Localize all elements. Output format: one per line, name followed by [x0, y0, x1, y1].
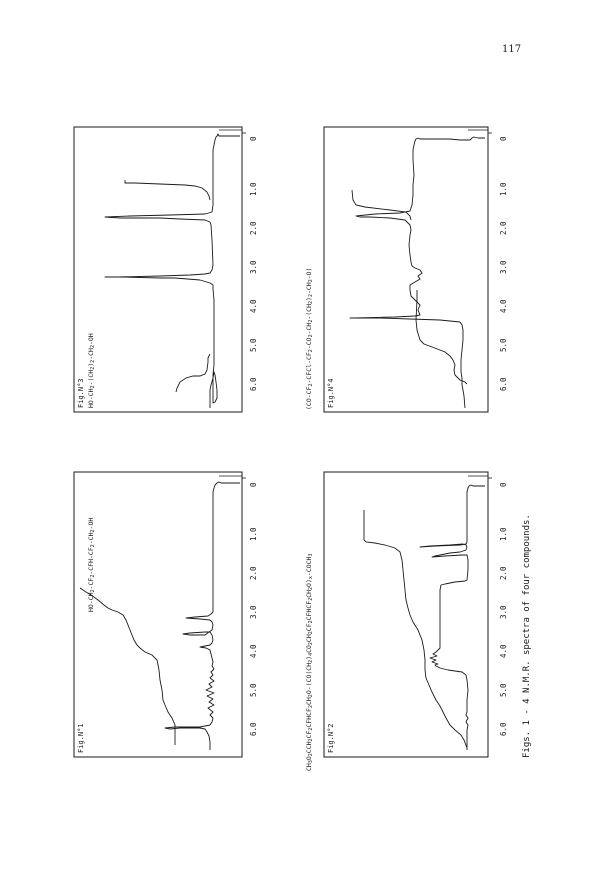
fig2-spectrum — [324, 472, 488, 757]
formula-segment: CH — [305, 589, 313, 598]
fig3-integral-trace — [176, 354, 210, 392]
fig4-axis-tick: 1.0 — [499, 182, 508, 196]
formula-subscript: 2 — [308, 620, 314, 624]
formula-subscript: 2 — [308, 659, 314, 663]
formula-segment: CH — [305, 697, 313, 706]
formula-subscript: 2 — [90, 385, 96, 389]
formula-segment: -CH — [87, 348, 95, 360]
fig4-formula — [306, 268, 313, 410]
fig1-axis-tick: 3.0 — [249, 605, 258, 619]
fig1-spectrum — [74, 472, 242, 757]
fig4-label: Fig.N°4 — [327, 378, 335, 408]
formula-segment: CFHCF — [305, 600, 313, 621]
formula-segment: CO — [305, 645, 313, 653]
fig3-axis-tick: 0 — [249, 136, 258, 141]
formula-subscript: 2 — [308, 300, 314, 304]
formula-segment: CFHCF — [305, 708, 313, 728]
fig1-axis-tick: 6.0 — [249, 722, 258, 736]
fig2-spectrum-trace — [420, 485, 485, 750]
page-number: 117 — [502, 44, 522, 55]
fig3-axis-tick: 2.0 — [249, 221, 258, 235]
fig1-axis-tick: 2.0 — [249, 566, 258, 580]
fig3-axis-tick: 5.0 — [249, 338, 258, 352]
formula-subscript: 2 — [308, 642, 314, 646]
formula-subscript: 2 — [308, 334, 314, 338]
formula-segment: HO-CH — [87, 592, 95, 612]
fig3-integral-trace-2 — [125, 180, 210, 200]
fig3-label: Fig.N°3 — [77, 378, 85, 408]
fig2-axis-tick: 5.0 — [499, 683, 508, 697]
fig3-axis-tick: 4.0 — [249, 299, 258, 313]
formula-segment: CH — [305, 634, 313, 643]
fig3-frame — [74, 127, 242, 412]
formula-subscript: 2 — [90, 345, 96, 349]
fig1-spectrum-trace — [165, 482, 240, 750]
formula-subscript: 2 — [90, 544, 96, 548]
formula-subscript: 2 — [308, 279, 314, 283]
fig3-axis-tick: 6.0 — [249, 377, 258, 391]
fig4-integral-trace — [416, 290, 467, 384]
formula-segment: O-(CO(CH — [305, 662, 313, 695]
formula-segment: ) — [305, 297, 313, 301]
fig1-frame — [74, 472, 242, 757]
formula-segment: O — [305, 756, 313, 761]
formula-subscript: 2 — [308, 294, 314, 298]
formula-subscript: 2 — [308, 349, 314, 353]
formula-segment: -CO — [305, 337, 313, 350]
fig3-axis-tick: 1.0 — [249, 182, 258, 196]
formula-segment: -OH — [87, 517, 95, 530]
formula-subscript: 2 — [90, 574, 96, 578]
formula-segment: -CFCl-CF — [305, 352, 313, 384]
fig4-axis-tick: 2.0 — [499, 221, 508, 235]
formula-segment: -CF — [87, 577, 95, 590]
formula-segment: ) — [305, 655, 313, 660]
formula-segment: -CH — [87, 532, 95, 545]
fig1-axis-tick: 4.0 — [249, 644, 258, 658]
fig2-axis-tick: 3.0 — [499, 605, 508, 619]
formula-subscript: 2 — [90, 529, 96, 533]
formula-subscript: 2 — [308, 319, 314, 323]
fig2-axis-tick: 1.0 — [499, 527, 508, 541]
fig4-spectrum — [324, 127, 488, 412]
formula-segment: -COCH — [305, 556, 313, 577]
formula-segment: -CFH-CF — [87, 547, 95, 575]
fig3-formula — [88, 333, 95, 408]
fig3-axis-tick: 3.0 — [249, 260, 258, 274]
formula-subscript: 2 — [90, 589, 96, 593]
formula-subscript: 2 — [308, 694, 314, 698]
fig4-frame — [324, 127, 488, 412]
formula-subscript: 2 — [90, 366, 96, 370]
formula-segment: CF — [305, 623, 313, 632]
fig1-label: Fig.N°1 — [77, 723, 85, 753]
formula-subscript: 2 — [308, 631, 314, 635]
formula-subscript: 2 — [308, 738, 314, 742]
fig2-axis-tick: 6.0 — [499, 722, 508, 736]
fig1-axis-tick: 5.0 — [249, 683, 258, 697]
formula-subscript: 2 — [90, 359, 96, 363]
formula-segment: -O) — [305, 267, 313, 280]
formula-segment: ) — [87, 362, 95, 367]
formula-segment: -OH — [87, 333, 95, 346]
formula-subscript: 2 — [308, 383, 314, 387]
formula-subscript: 3 — [308, 760, 314, 764]
fig1-axis-tick: 1.0 — [249, 527, 258, 541]
fig1-formula — [88, 518, 95, 612]
axis-ticks — [242, 133, 492, 478]
formula-segment: CH — [305, 763, 313, 771]
formula-subscript: 2 — [308, 727, 314, 731]
fig4-axis-tick: 3.0 — [499, 260, 508, 274]
fig4-axis-tick: 0 — [499, 136, 508, 141]
fig4-spectrum-trace — [350, 137, 485, 408]
figure-caption: Figs. 1 - 4 N.M.R. spectra of four compounds. — [522, 514, 532, 758]
fig3-spectrum-trace — [105, 134, 240, 408]
formula-segment: CCH — [305, 741, 313, 754]
formula-subscript: 2 — [308, 586, 314, 590]
formula-segment: -CH — [305, 282, 313, 295]
formula-segment: -CH — [305, 322, 313, 335]
fig1-axis-tick: 0 — [249, 482, 258, 487]
fig3-spectrum — [74, 127, 242, 412]
formula-segment: -(CH — [305, 303, 313, 320]
fig4-axis-tick: 4.0 — [499, 299, 508, 313]
formula-segment: (CO-CF — [305, 386, 313, 410]
formula-segment: CF — [305, 730, 313, 739]
fig2-axis-tick: 4.0 — [499, 644, 508, 658]
fig4-axis-tick: 6.0 — [499, 377, 508, 391]
fig2-axis-tick: 2.0 — [499, 566, 508, 580]
fig2-label: Fig.N°2 — [327, 723, 335, 753]
formula-segment: HO-CH — [87, 388, 95, 408]
fig4-axis-tick: 5.0 — [499, 338, 508, 352]
fig2-axis-tick: 0 — [499, 482, 508, 487]
formula-segment: O) — [305, 579, 313, 587]
formula-subscript: 3 — [308, 553, 314, 557]
formula-subscript: x — [308, 576, 314, 580]
formula-segment: -(CH — [87, 369, 95, 386]
fig2-formula — [306, 554, 313, 772]
formula-subscript: 2 — [308, 753, 314, 757]
formula-subscript: 2 — [308, 705, 314, 709]
formula-subscript: 4 — [308, 652, 314, 656]
formula-subscript: 2 — [308, 597, 314, 601]
fig2-frame — [324, 472, 488, 757]
